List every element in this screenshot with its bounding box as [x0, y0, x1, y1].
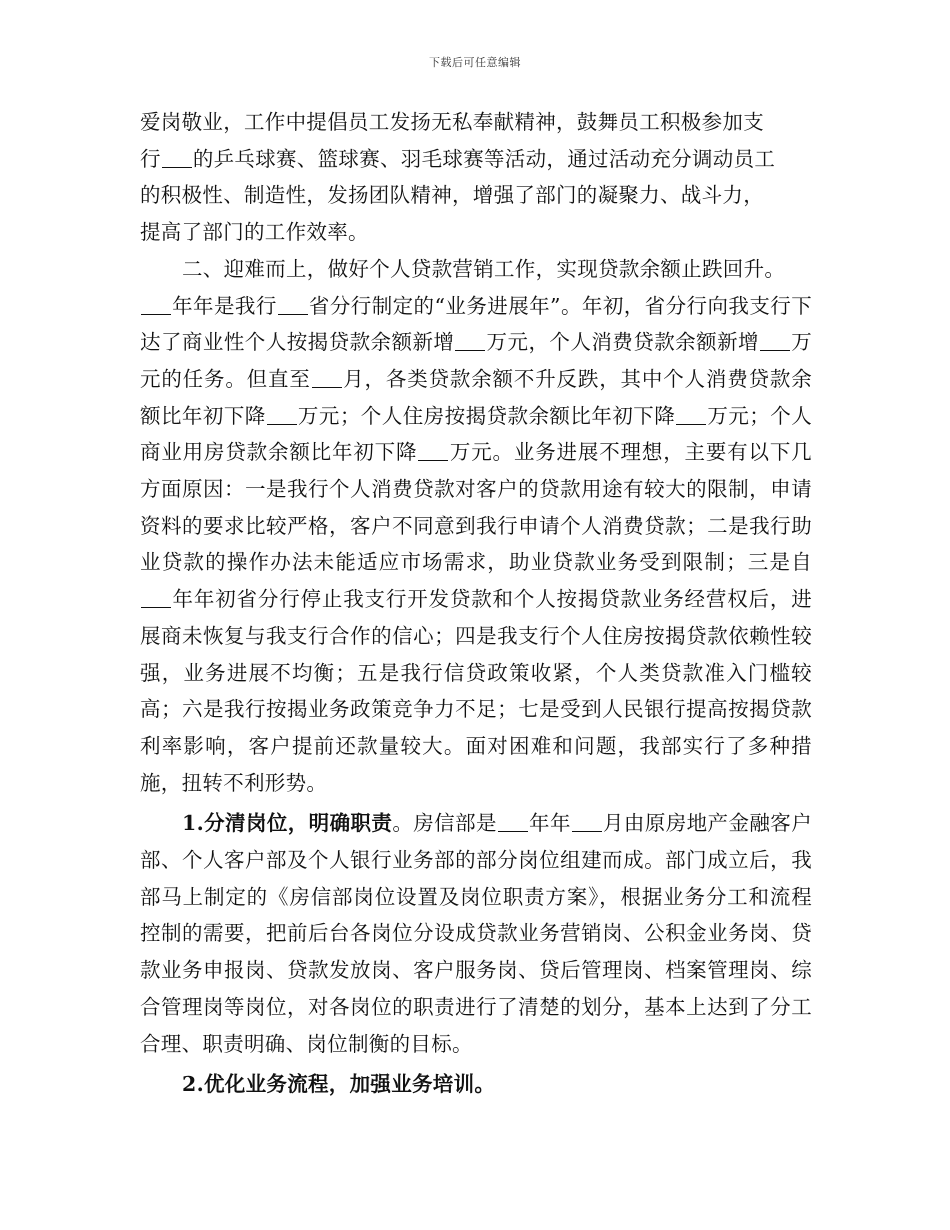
fill-in-blank — [455, 332, 485, 351]
paragraph-1-line-1: 爱岗敬业，工作中提倡员工发扬无私奉献精神，鼓舞员工积极参加支 — [140, 110, 764, 134]
fill-in-blank — [676, 406, 706, 425]
text-segment: 年年初省分行停止我支行开发贷款和个人按揭贷款业务经营权后，进展商未恢复与我支行合作的信心；四是我支行个人住房按揭贷款依赖性较强，业务进展不均衡；五是我行信贷政策收紧，个人类贷款准入门槛较高；六是我行按揭业务政策竞争力不足；七是受到人民银行提高按揭贷款利率影响，客户提前还款量较大。面对困难和问题，我部实行了多种措施，扭转不利形势。 — [140, 587, 812, 795]
paragraph-2-body — [140, 288, 812, 802]
fill-in-blank — [267, 406, 297, 425]
fill-in-blank — [418, 442, 448, 461]
text-segment: 万元；个人住房按揭贷款余额比年初下降 — [297, 403, 676, 428]
fill-in-blank — [141, 296, 171, 315]
paragraph-1-line-2: 的乒乓球赛、篮球赛、羽毛球赛等活动，通过活动充分调动员工 — [192, 146, 776, 171]
fill-in-blank — [312, 369, 342, 388]
paragraph-3 — [140, 805, 812, 1062]
text-segment: 万元；个人商业用房贷款余额比年初下降 — [140, 403, 812, 465]
paragraph-2-heading: 二、迎难而上，做好个人贷款营销工作，实现贷款余额止跌回升。 — [182, 256, 786, 281]
section-heading-2: 2.优化业务流程，加强业务培训。 — [182, 1072, 496, 1097]
fill-in-blank — [572, 813, 602, 832]
page-header: 下载后可任意编辑 — [429, 56, 521, 69]
document-body — [140, 104, 812, 1103]
text-segment: 万元。业务进展不理想，主要有以下几方面原因：一是我行个人消费贷款对客户的贷款用途有较大的限制，申请资料的要求比较严格，客户不同意到我行申请个人消费贷款；二是我行助业贷款的操作办法未能适应市场需求，助业贷款业务受到限制；三是自 — [140, 440, 812, 575]
text-segment: 省分行制定的“业务进展年”。年初，省分行向我支行下达了商业性个人按揭贷款余额新增 — [140, 293, 812, 355]
fill-in-blank — [760, 332, 790, 351]
text-segment: 万元，个人消费贷款余额新增 — [486, 330, 760, 355]
text-segment: 月，各类贷款余额不升反跌，其中个人消费贷款余额比年初下降 — [140, 366, 812, 428]
paragraph-1 — [140, 104, 812, 251]
paragraph-1-line-3: 的积极性、制造性，发扬团队精神，增强了部门的凝聚力、战斗力， — [140, 183, 764, 208]
text-segment: 。房信部是 — [392, 811, 497, 836]
fill-in-blank — [162, 149, 192, 168]
paragraph-1-line-2-prefix: 行 — [140, 146, 161, 171]
fill-in-blank — [278, 296, 308, 315]
text-segment: 月由原房地产金融客户部、个人客户部及个人银行业务部的部分岗位组建而成。部门成立后，我部马上制定的《房信部岗位设置及岗位职责方案》，根据业务分工和流程控制的需要，把前后台各岗位分设成贷款业务营销岗、公积金业务岗、贷款业务申报岗、贷款发放岗、客户服务岗、贷后管理岗、档案管理岗、综合管理岗等岗位，对各岗位的职责进行了清楚的划分，基本上达到了分工合理、职责明确、岗位制衡的目标。 — [140, 811, 813, 1056]
paragraph-1-line-4: 提高了部门的工作效率。 — [140, 220, 369, 245]
fill-in-blank — [498, 813, 528, 832]
text-segment: 年年 — [528, 811, 571, 836]
text-segment: 万元的任务。但直至 — [140, 330, 812, 391]
text-segment: 年年是我行 — [172, 293, 277, 318]
section-lead-1: 1.分清岗位，明确职责 — [182, 811, 393, 836]
fill-in-blank — [141, 589, 171, 608]
